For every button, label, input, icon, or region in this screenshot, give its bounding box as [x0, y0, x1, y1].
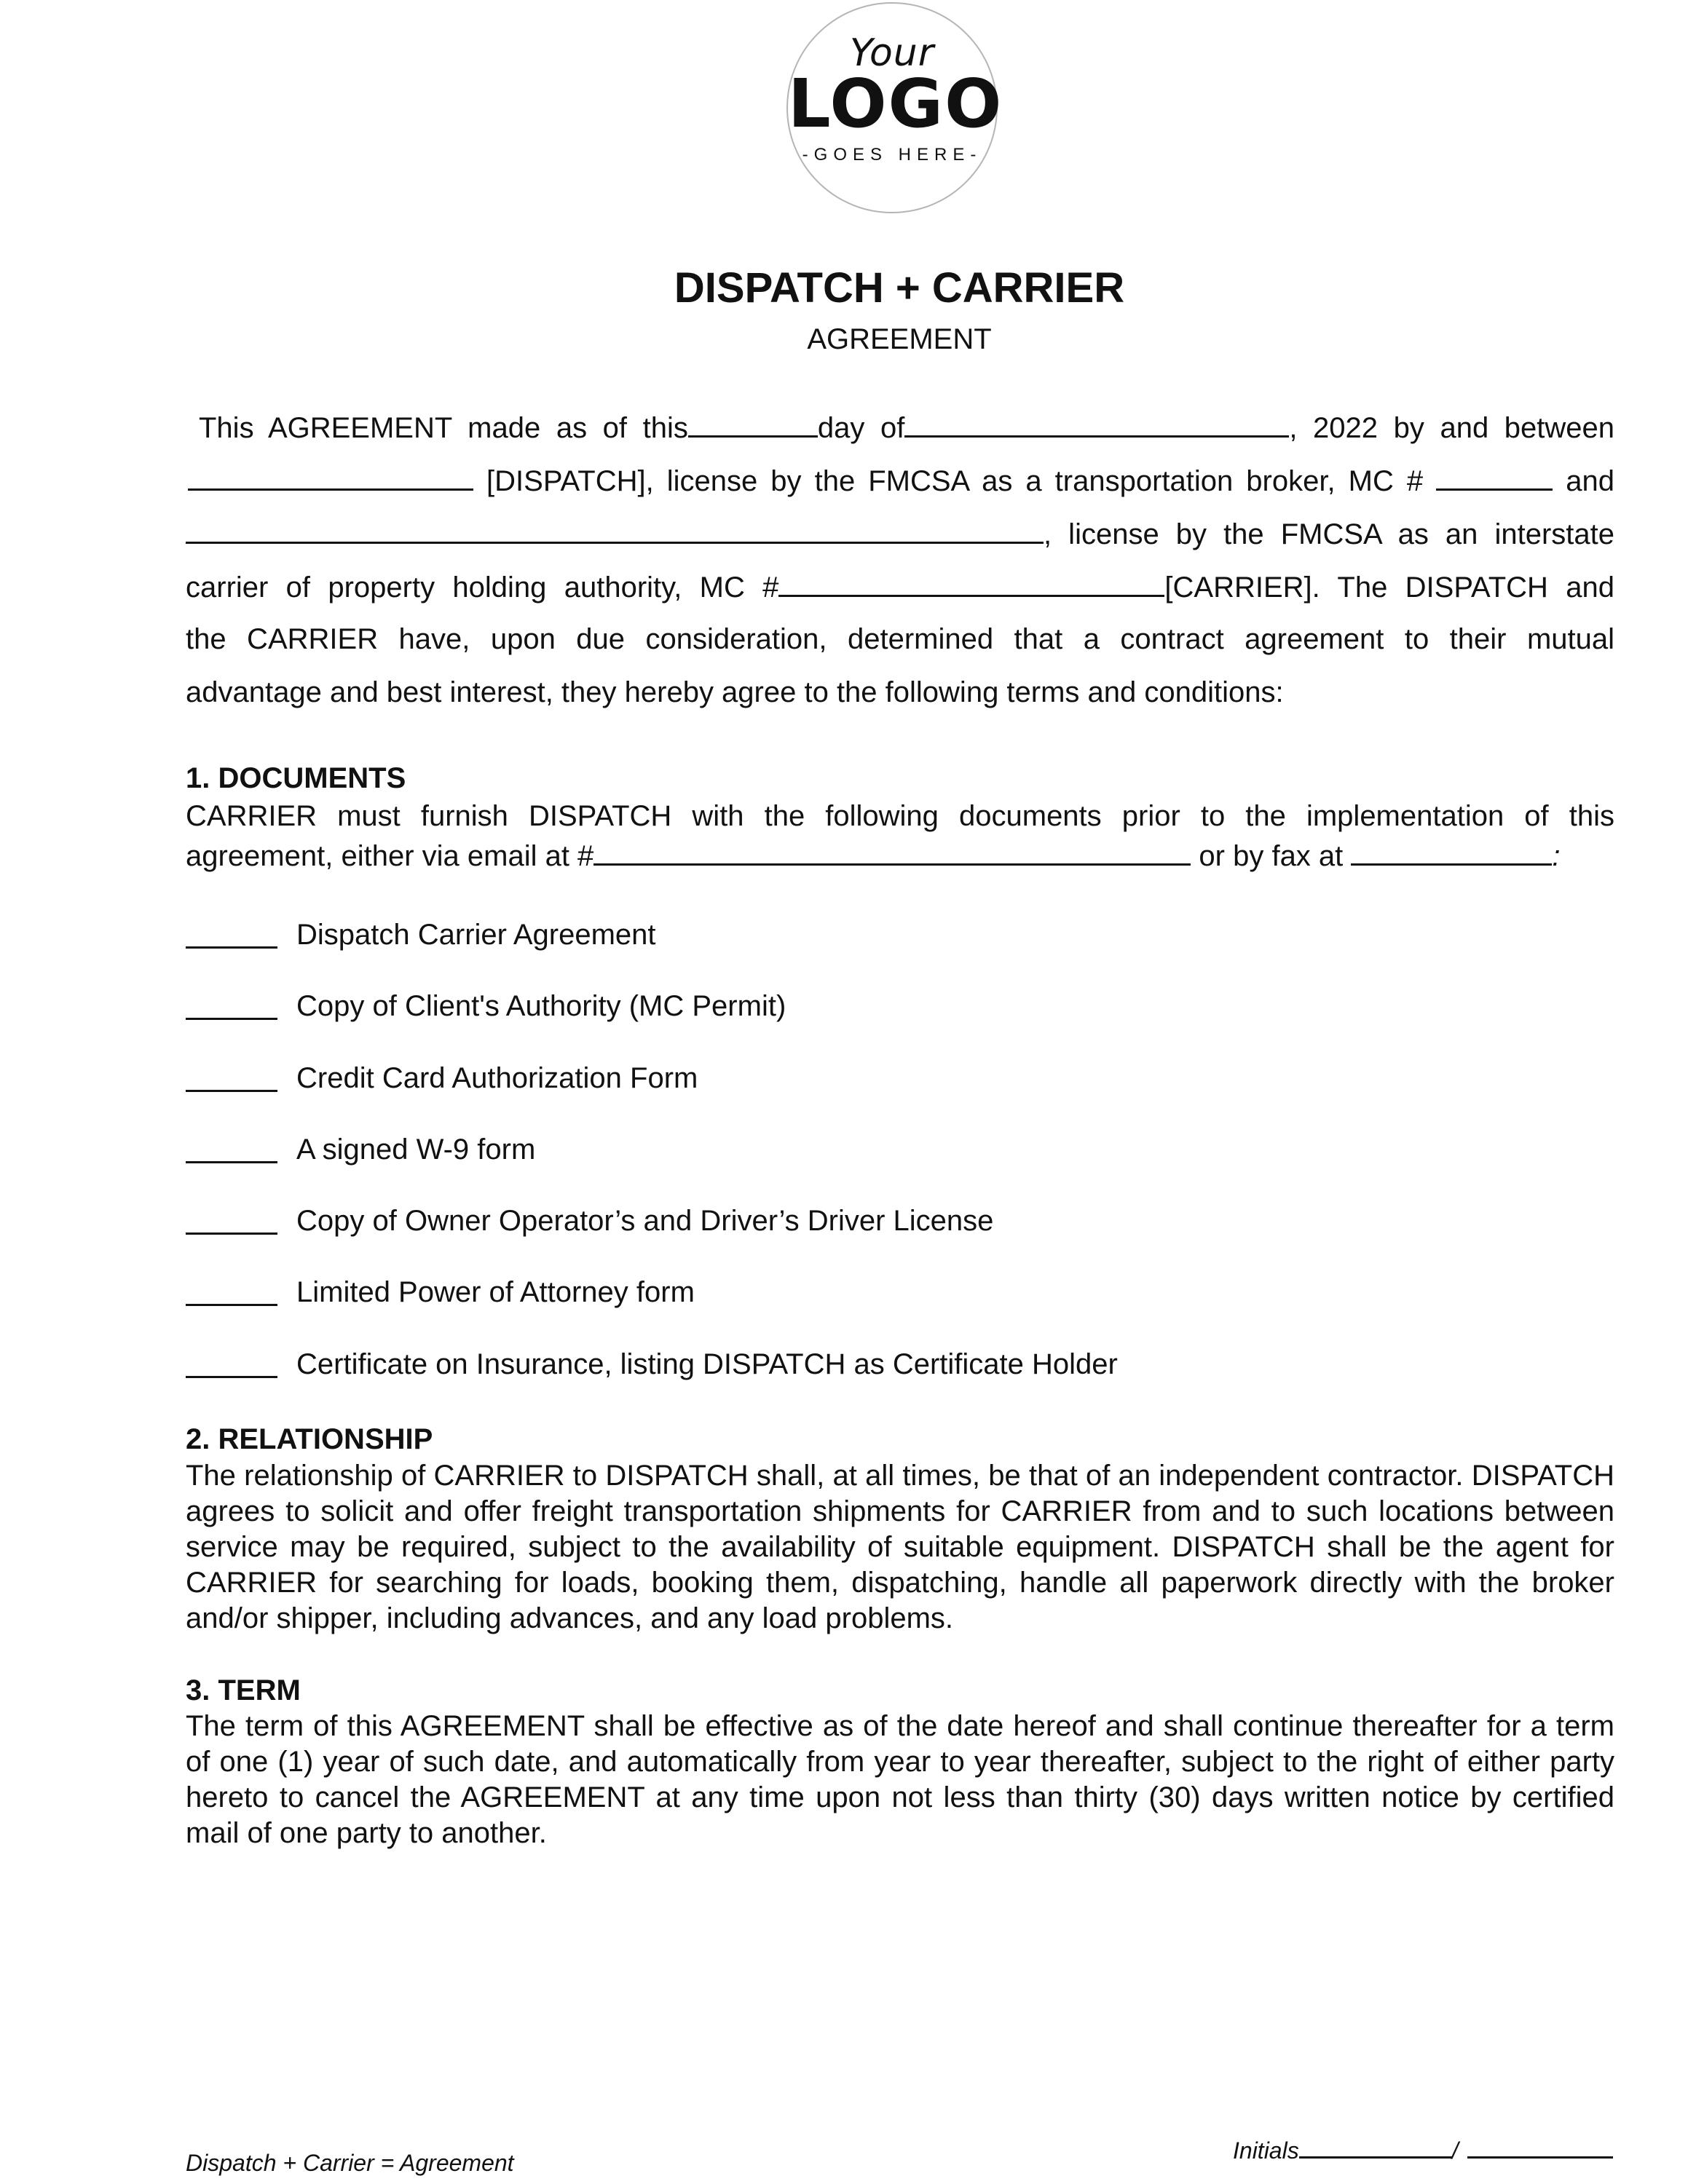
document-checklist-item: [186, 1276, 695, 1313]
intro-text: , 2022 by and between: [1289, 412, 1615, 444]
section-relationship-heading: 2. RELATIONSHIP: [186, 1423, 433, 1455]
section-documents-heading: 1. DOCUMENTS: [186, 762, 406, 794]
section-term-heading: 3. TERM: [186, 1674, 301, 1706]
fax-field[interactable]: [1351, 837, 1552, 866]
checklist-blank[interactable]: [186, 1348, 277, 1378]
document-title: DISPATCH + CARRIER: [674, 264, 1125, 312]
month-field[interactable]: [904, 409, 1289, 438]
checklist-label: Copy of Owner Operator’s and Driver’s Driver License: [296, 1205, 994, 1237]
carrier-mc-field[interactable]: [778, 569, 1164, 597]
checklist-label: Limited Power of Attorney form: [296, 1276, 695, 1308]
initials-label: Initials: [1233, 2137, 1299, 2164]
checklist-blank[interactable]: [186, 919, 277, 949]
checklist-label: Certificate on Insurance, listing DISPATCH as Certificate Holder: [296, 1348, 1118, 1380]
checklist-blank[interactable]: [186, 1205, 277, 1235]
document-checklist-item: [186, 1205, 994, 1242]
logo-tagline: -GOES HERE-: [802, 145, 982, 165]
document-checklist-item: [186, 1062, 698, 1099]
documents-paragraph-line-2: [186, 837, 1614, 874]
document-checklist-item: [186, 1133, 536, 1171]
checklist-blank[interactable]: [186, 1062, 277, 1092]
documents-paragraph-line-1: CARRIER must furnish DISPATCH with the following documents prior to the implementation of this: [186, 800, 1614, 832]
logo-text: LOGO: [788, 65, 1003, 143]
documents-text: or by fax at: [1191, 840, 1352, 872]
initials-block: [1233, 2136, 1613, 2164]
intro-text: and: [1566, 465, 1614, 497]
checklist-label: Credit Card Authorization Form: [296, 1062, 698, 1094]
company-logo: [786, 2, 1003, 213]
intro-text: This AGREEMENT made as of this: [199, 412, 688, 444]
relationship-paragraph: The relationship of CARRIER to DISPATCH shall, at all times, be that of an independent contractor. DISPATCH agrees to solicit and offer freight transportation shipments for CARRIER from and to such locations between service may be required, subject to the availability of suitable equipment. DISPATCH shall be the agent for CARRIER for searching for loads, booking them, dispatching, handle all paperwork directly with the broker and/or shipper, including advances, and any load problems.: [186, 1460, 1614, 1634]
initials-separator: /: [1451, 2137, 1459, 2164]
intro-text: day of: [817, 412, 905, 444]
document-checklist-item: [186, 990, 786, 1027]
intro-line-6: advantage and best interest, they hereby agree to the following terms and conditions:: [186, 676, 1284, 708]
term-paragraph: The term of this AGREEMENT shall be effective as of the date hereof and shall continue thereafter for a term of one (1) year of such date, and automatically from year to year thereafter, subject to the right of either party hereto to cancel the AGREEMENT at any time upon not less than thirty (30) days written notice by certified mail of one party to another.: [186, 1710, 1614, 1849]
intro-line-4: [186, 569, 1614, 605]
documents-text: :: [1552, 840, 1561, 872]
checklist-label: A signed W-9 form: [296, 1133, 536, 1166]
initials-field-1[interactable]: [1299, 2136, 1452, 2159]
dispatch-mc-field[interactable]: [1436, 462, 1553, 491]
footer-label: Dispatch + Carrier = Agreement: [186, 2150, 514, 2176]
document-checklist-item: [186, 1348, 1118, 1385]
intro-line-1: [199, 409, 1614, 446]
intro-text: carrier of property holding authority, MC #: [186, 571, 779, 604]
intro-text: [DISPATCH], license by the FMCSA as a transportation broker, MC #: [486, 465, 1424, 497]
checklist-label: Copy of Client's Authority (MC Permit): [296, 990, 786, 1022]
intro-text: [CARRIER]. The DISPATCH and: [1164, 571, 1615, 604]
intro-line-2: [188, 462, 1614, 499]
documents-text: agreement, either via email at #: [186, 840, 594, 872]
document-subtitle: AGREEMENT: [807, 323, 992, 355]
intro-line-3: [186, 515, 1614, 552]
checklist-blank[interactable]: [186, 1133, 277, 1163]
checklist-blank[interactable]: [186, 1276, 277, 1306]
day-field[interactable]: [688, 409, 818, 438]
dispatch-name-field[interactable]: [188, 462, 473, 491]
intro-text: , license by the FMCSA as an interstate: [1044, 518, 1614, 550]
intro-line-5: the CARRIER have, upon due consideration, determined that a contract agreement to their mutual: [186, 623, 1614, 655]
checklist-label: Dispatch Carrier Agreement: [296, 919, 656, 951]
carrier-name-field[interactable]: [186, 515, 1044, 544]
checklist-blank[interactable]: [186, 990, 277, 1020]
document-checklist-item: [186, 919, 656, 956]
logo-your: Your: [849, 31, 935, 75]
initials-field-2[interactable]: [1467, 2136, 1613, 2159]
email-field[interactable]: [593, 837, 1191, 866]
